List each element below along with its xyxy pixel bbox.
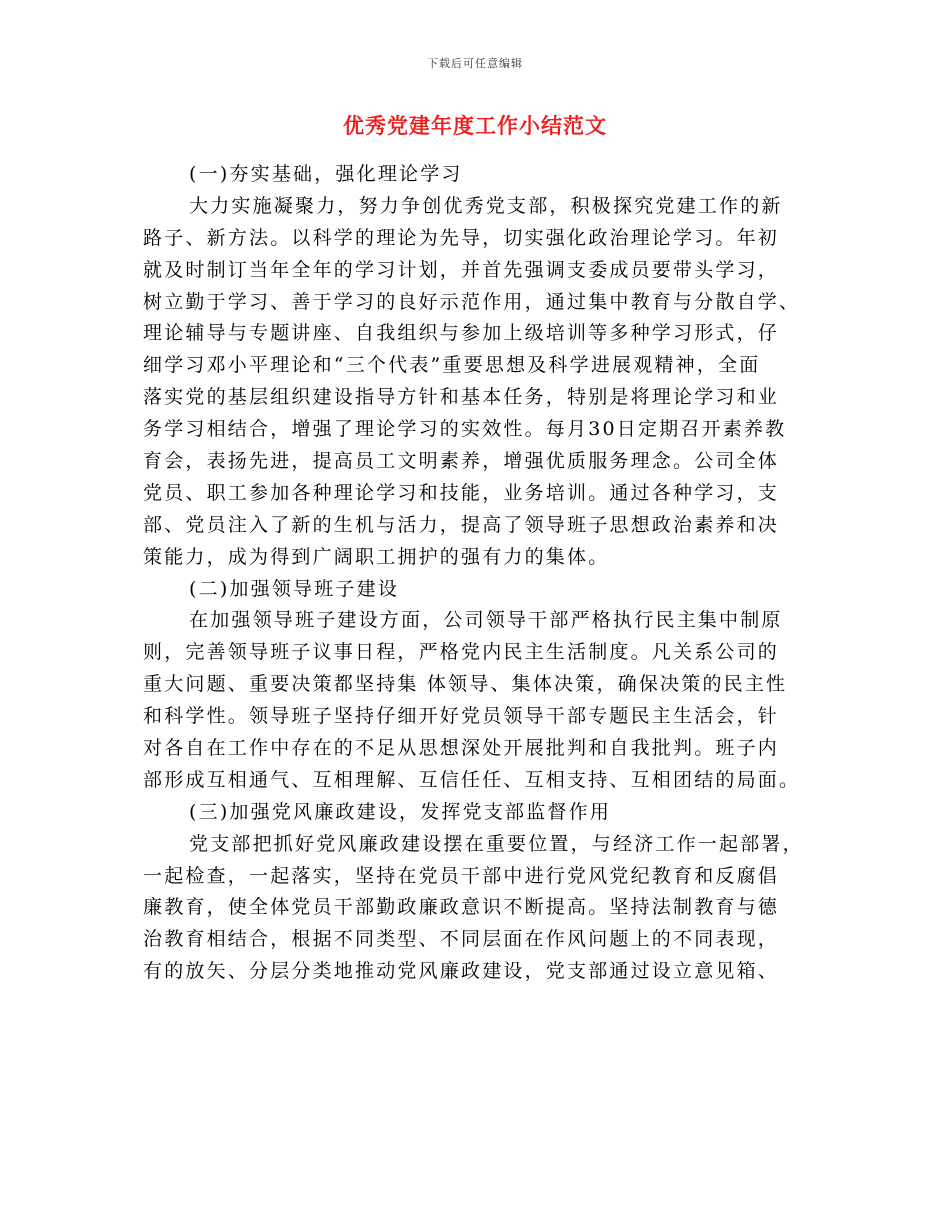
paragraph-line: 党支部把抓好党风廉政建设摆在重要位置，与经济工作一起部署， [189,832,804,855]
paragraph-line: 在加强领导班子建设方面，公司领导干部严格执行民主集中制原 [189,609,783,632]
paragraph-line: 有的放矢、分层分类地推动党风廉政建设，党支部通过设立意见箱、 [143,960,780,983]
paragraph-line: 就及时制订当年全年的学习计划，并首先强调支委成员要带头学习， [143,258,780,281]
paragraph-line: 党员、职工参加各种理论学习和技能，业务培训。通过各种学习，支 [143,481,780,504]
section-heading-2: (二)加强领导班子建设 [189,577,400,600]
paragraph-line: 育会，表扬先进，提高员工文明素养，增强优质服务理念。公司全体 [143,450,780,473]
document-body [143,159,807,988]
section-heading-1: (一)夯实基础，强化理论学习 [189,163,463,185]
section-heading-3: (三)加强党风廉政建设，发挥党支部监督作用 [189,800,612,823]
paragraph-line: 策能力，成为得到广阔职工拥护的强有力的集体。 [143,545,610,568]
paragraph-line: 务学习相结合，增强了理论学习的实效性。每月30日定期召开素养教 [143,418,787,441]
paragraph-line: 则，完善领导班子议事日程，严格党内民主生活制度。凡关系公司的 [143,641,780,664]
paragraph-line: 部形成互相通气、互相理解、互信任任、互相支持、互相团结的局面。 [143,768,801,791]
paragraph-line: 一起检查，一起落实，坚持在党员干部中进行党风党纪教育和反腐倡 [143,864,780,887]
paragraph-line: 理论辅导与专题讲座、自我组织与参加上级培训等多种学习形式，仔 [143,322,780,345]
paragraph-line: 对各自在工作中存在的不足从思想深处开展批判和自我批判。班子内 [143,737,780,760]
paragraph-line: 树立勤于学习、善于学习的良好示范作用，通过集中教育与分散自学、 [143,290,801,313]
paragraph-line: 廉教育，使全体党员干部勤政廉政意识不断提高。坚持法制教育与德 [143,896,780,919]
paragraph-line: 落实党的基层组织建设指导方针和基本任务，特别是将理论学习和业 [143,386,780,409]
paragraph-line: 路子、新方法。以科学的理论为先导，切实强化政治理论学习。年初 [143,226,780,249]
paragraph-line: 和科学性。领导班子坚持仔细开好党员领导干部专题民主生活会，针 [143,705,780,728]
paragraph-line: 重大问题、重要决策都坚持集 体领导、集体决策，确保决策的民主性 [143,673,788,696]
paragraph-line: 大力实施凝聚力，努力争创优秀党支部，积极探究党建工作的新 [189,194,783,217]
paragraph-line: 部、党员注入了新的生机与活力，提高了领导班子思想政治素养和决 [143,513,780,536]
header-note: 下载后可任意编辑 [427,57,523,70]
document-title: 优秀党建年度工作小结范文 [343,113,607,138]
paragraph-line: 治教育相结合，根据不同类型、不同层面在作风问题上的不同表现， [143,928,780,951]
paragraph-line: 细学习邓小平理论和“三个代表”重要思想及科学进展观精神，全面 [143,354,761,377]
